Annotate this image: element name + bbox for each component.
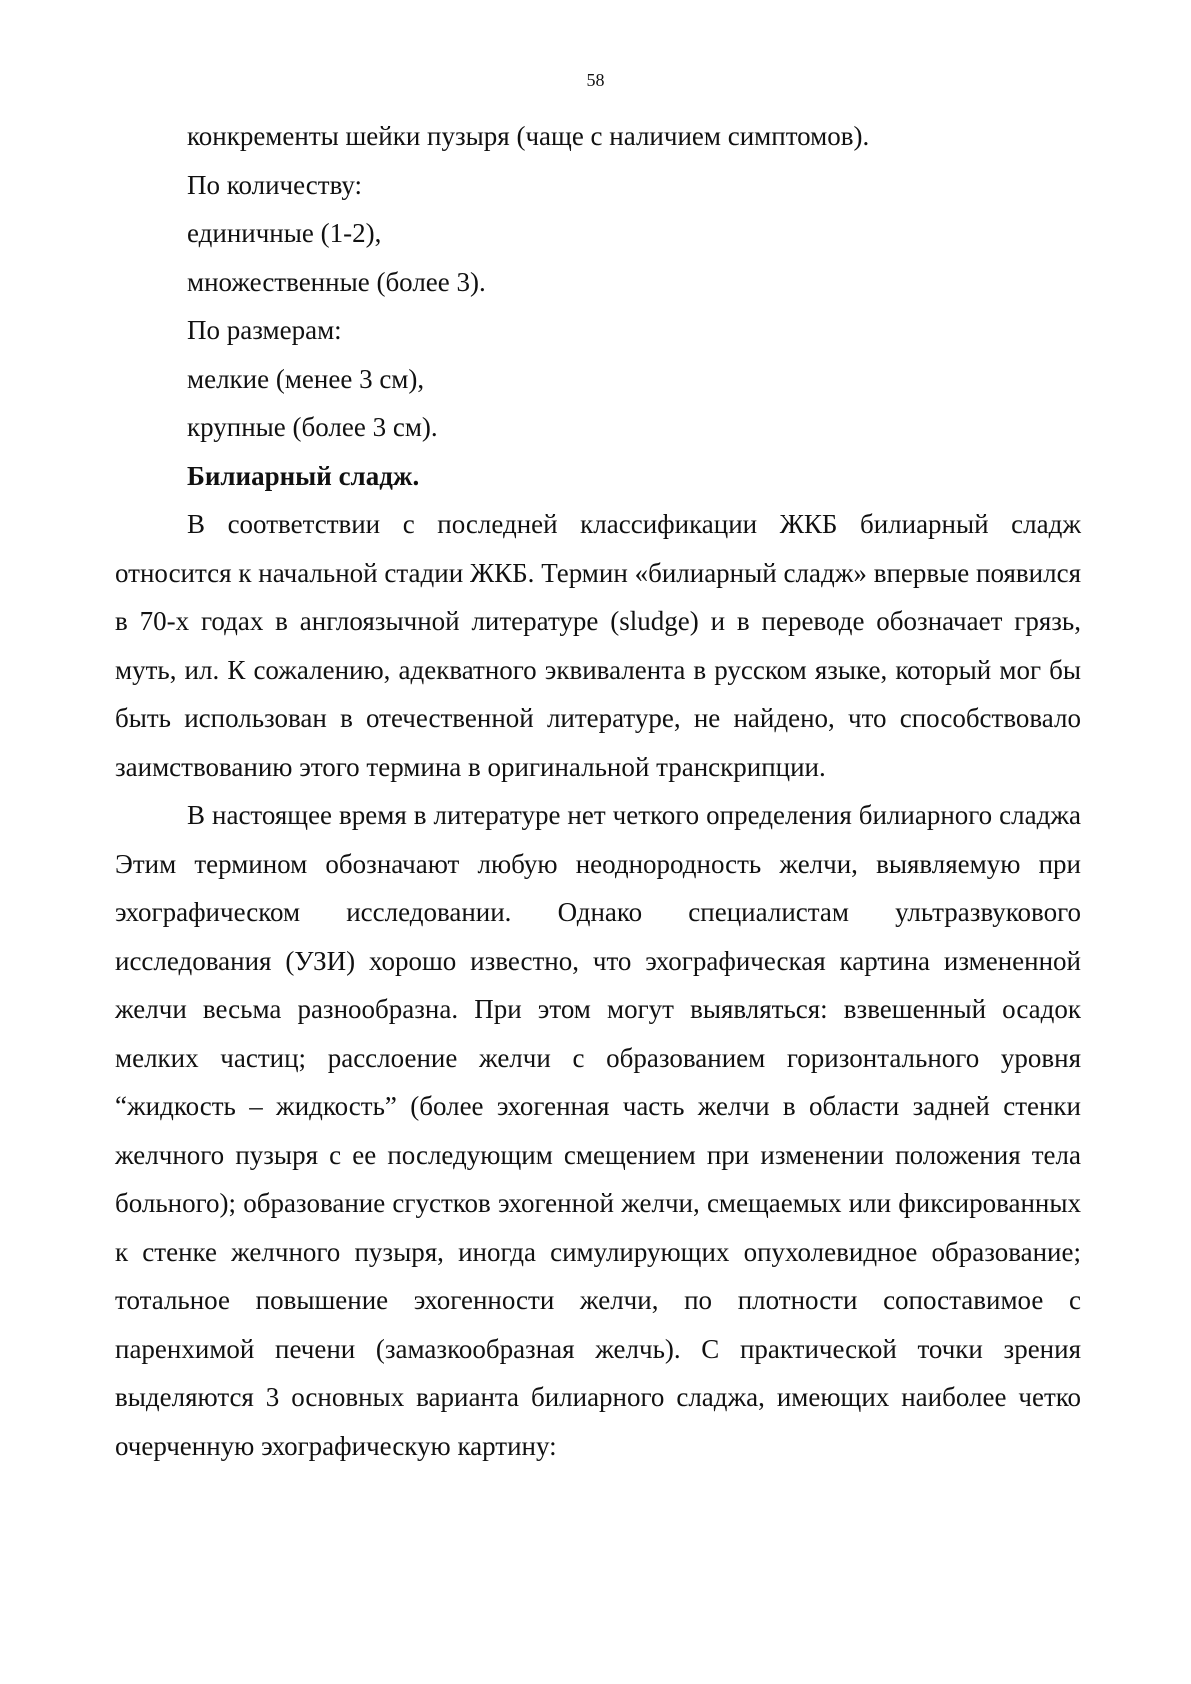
paragraph: В настоящее время в литературе нет четкого определения билиарного сладжа Этим термином обозначают любую неоднородность желчи, выявляемую при эхографическом исследовании. Однако специалистам ультразвукового исследования (УЗИ) хорошо известно, что эхографическая картина измененной желчи весьма разнообразна. При этом могут выявляться: взвешенный осадок мелких частиц; расслоение желчи с образованием горизонтального уровня “жидкость – жидкость” (более эхогенная часть желчи в области задней стенки желчного пузыря с ее последующим смещением при изменении положения тела больного); образование сгустков эхогенной желчи, смещаемых или фиксированных к стенке желчного пузыря, иногда симулирующих опухолевидное образование; тотальное повышение эхогенности желчи, по плотности сопоставимое с паренхимой печени (замазкообразная желчь). С практической точки зрения выделяются 3 основных варианта билиарного сладжа, имеющих наиболее четко очерченную эхографическую картину:: [115, 800, 1081, 1461]
list-line: конкременты шейки пузыря (чаще с наличием симптомов).: [187, 121, 870, 151]
list-line: множественные (более 3).: [187, 266, 486, 297]
page-content: [115, 112, 1081, 1470]
list-line: крупные (более 3 см).: [187, 412, 438, 442]
list-line: единичные (1-2),: [187, 218, 382, 248]
list-line: мелкие (менее 3 см),: [187, 363, 425, 394]
page-number: 58: [586, 70, 605, 90]
list-subheading-size: По размерам:: [187, 315, 342, 345]
list-subheading-quantity: По количеству:: [187, 169, 363, 200]
paragraph: В соответствии с последней классификации ЖКБ билиарный сладж относится к начальной стадии ЖКБ. Термин «билиарный сладж» впервые появился в 70-х годах в англоязычной литературе (sludge) и в переводе обозначает грязь, муть, ил. К сожалению, адекватного эквивалента в русском языке, который мог бы быть использован в отечественной литературе, не найдено, что способствовало заимствованию этого термина в оригинальной транскрипции.: [115, 509, 1081, 782]
section-heading: Билиарный сладж.: [187, 460, 420, 491]
